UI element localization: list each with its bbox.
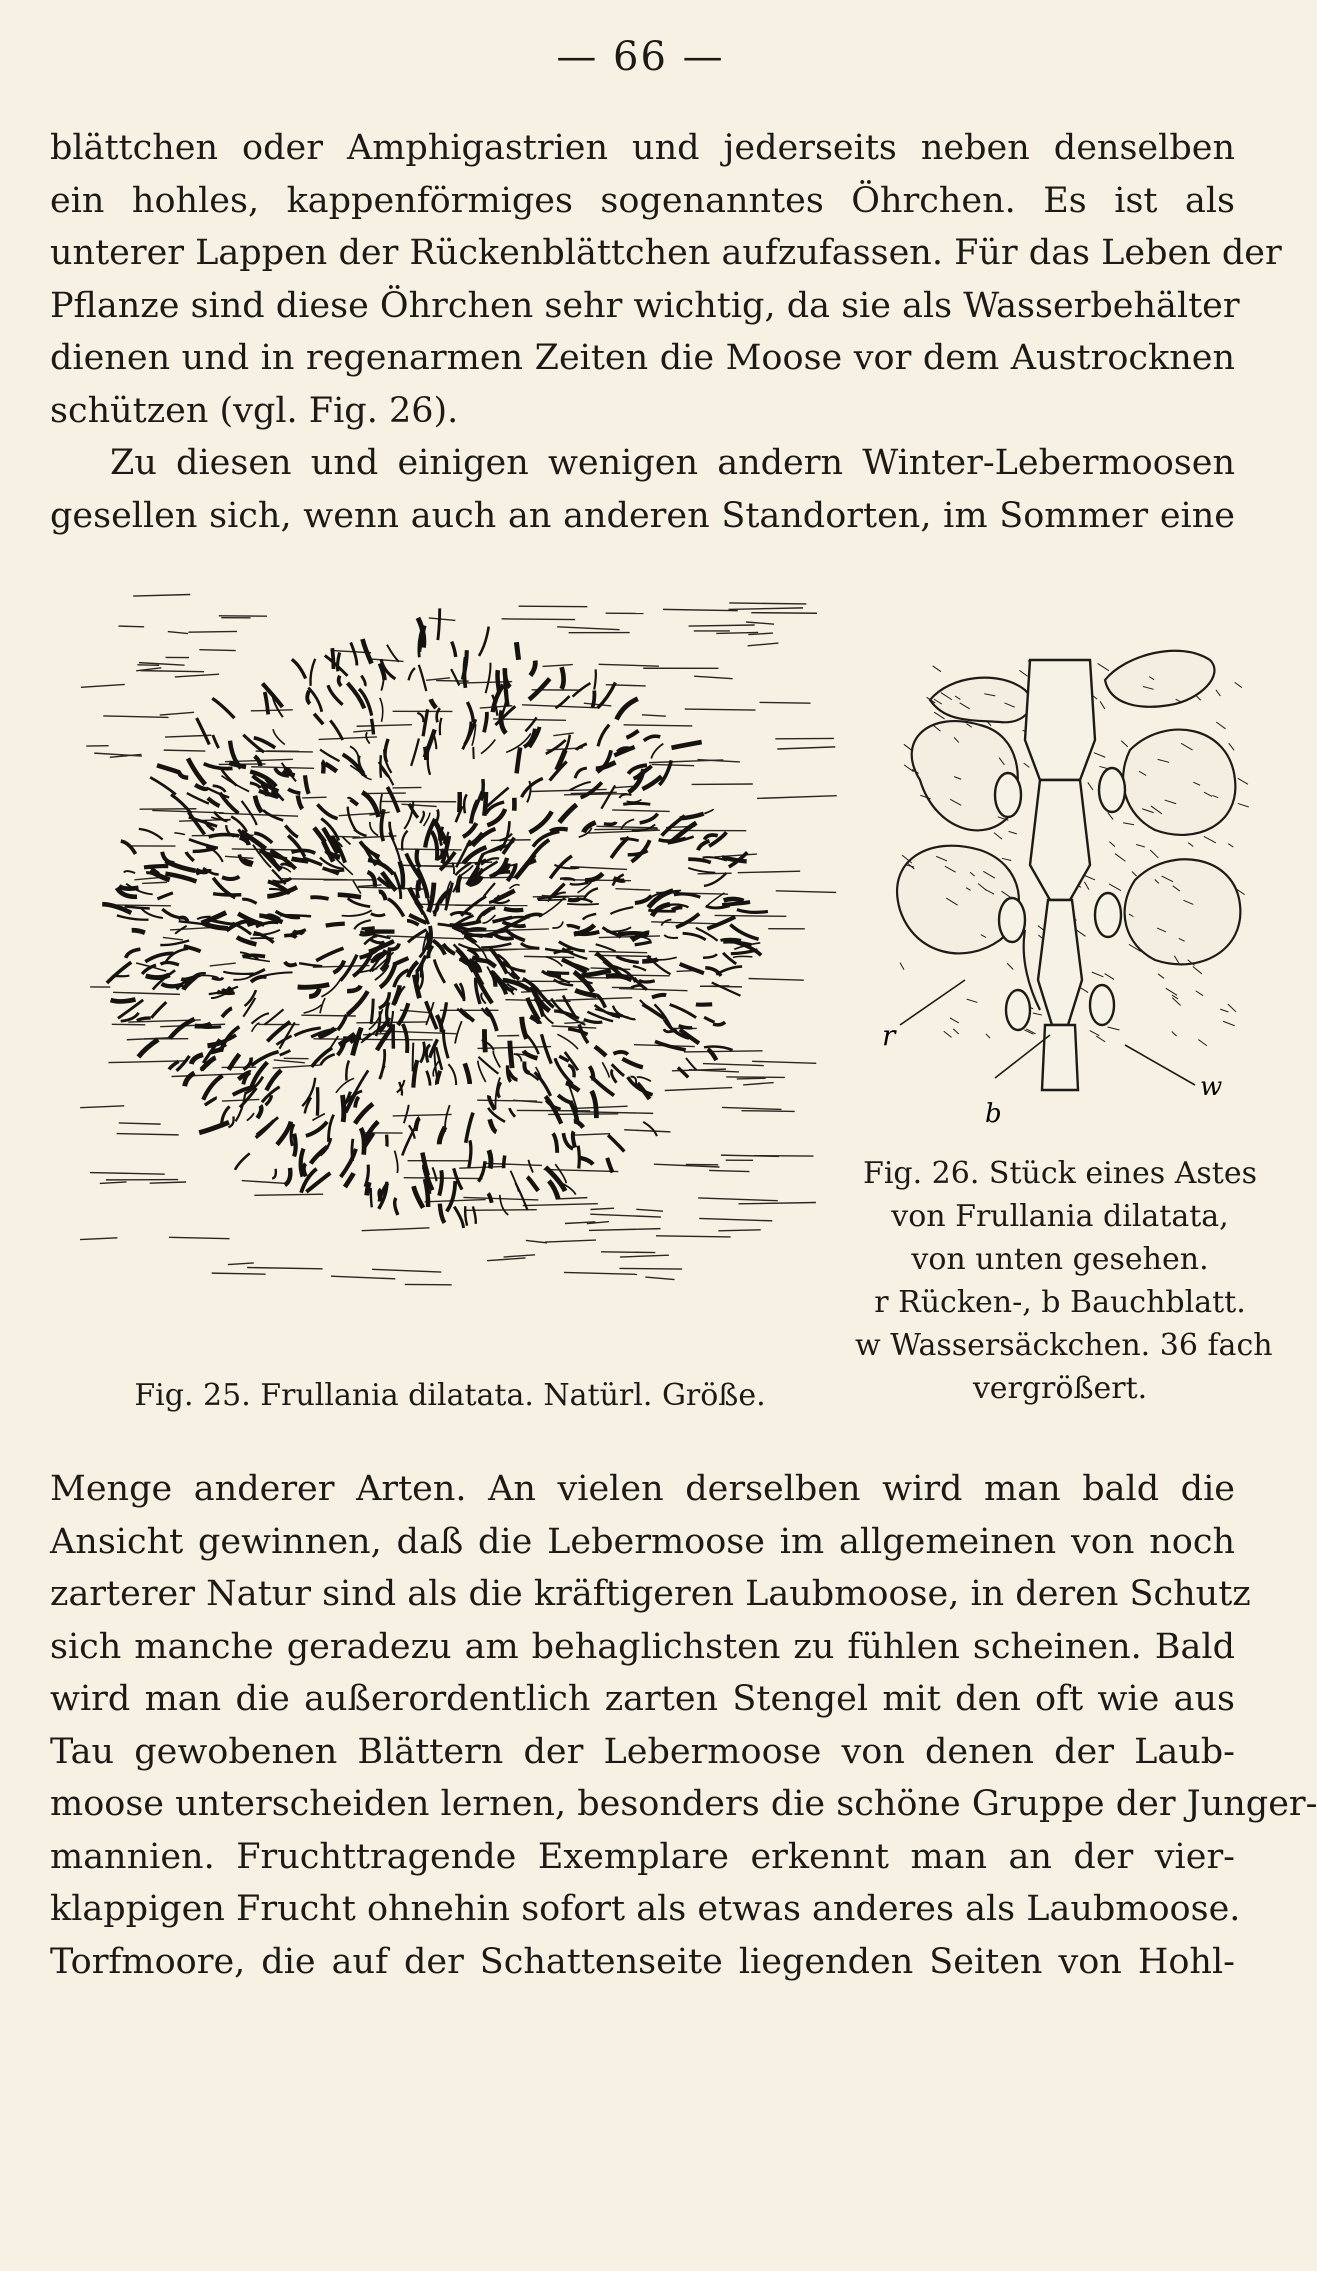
caption-line: vergrößert. <box>972 1371 1148 1406</box>
text-line: dienen und in regenarmen Zeiten die Moose vor dem Austrocknen <box>50 338 1235 378</box>
text-line: blättchen oder Amphigastrien und jederseits neben denselben <box>50 128 1235 168</box>
frullania-branch-illustration <box>882 630 1250 1129</box>
caption-line: von unten gesehen. <box>911 1242 1209 1277</box>
label-w: w <box>1200 1072 1223 1102</box>
text-line: schützen (vgl. Fig. 26). <box>50 390 459 431</box>
figure-26-caption <box>855 1152 1273 1410</box>
text-line: Menge anderer Arten. An vielen derselben wird man bald die <box>50 1469 1235 1509</box>
text-line: klappigen Frucht ohnehin sofort als etwas anderes als Laubmoose. <box>50 1889 1241 1929</box>
text-line: gesellen sich, wenn auch an anderen Standorten, im Sommer eine <box>50 495 1235 536</box>
caption-line: von Frullania dilatata, <box>891 1199 1229 1234</box>
paragraph-1 <box>50 122 1282 437</box>
text-line: Ansicht gewinnen, daß die Lebermoose im allgemeinen von noch <box>50 1521 1235 1562</box>
text-line: Pflanze sind diese Öhrchen sehr wichtig, da sie als Wasserbehälter <box>50 285 1240 326</box>
caption-line: w Wassersäckchen. 36 fach <box>855 1328 1273 1363</box>
caption-line: Fig. 26. Stück eines Astes <box>863 1156 1257 1191</box>
text-line: Zu diesen und einigen wenigen andern Winter-Lebermoosen <box>110 443 1235 483</box>
text-line: ein hohles, kappenförmiges sogenanntes Öhrchen. Es ist als <box>50 180 1235 221</box>
figure-25-caption: Fig. 25. Frullania dilatata. Natürl. Größe. <box>134 1378 766 1413</box>
paragraph-3 <box>50 1463 1317 1988</box>
text-line: unterer Lappen der Rückenblättchen aufzufassen. Für das Leben der <box>50 233 1282 273</box>
text-line: moose unterscheiden lernen, besonders die schöne Gruppe der Junger- <box>50 1784 1317 1824</box>
caption-line: r Rücken-, b Bauchblatt. <box>874 1285 1246 1320</box>
page-number: — 66 — <box>556 34 725 80</box>
label-b: b <box>985 1099 1002 1129</box>
text-line: sich manche geradezu am behaglichsten zu fühlen scheinen. Bald <box>50 1626 1235 1667</box>
text-line: Tau gewobenen Blättern der Lebermoose von denen der Laub- <box>50 1731 1235 1772</box>
text-line: mannien. Fruchttragende Exemplare erkennt man an der vier- <box>50 1836 1235 1877</box>
text-line: zarterer Natur sind als die kräftigeren Laubmoose, in deren Schutz <box>50 1574 1251 1614</box>
frullania-cushion-illustration <box>70 585 810 1325</box>
text-line: Torfmoore, die auf der Schattenseite liegenden Seiten von Hohl- <box>50 1941 1235 1982</box>
paragraph-2 <box>50 437 1235 542</box>
label-r: r <box>882 1019 896 1052</box>
text-line: wird man die außerordentlich zarten Stengel mit den oft wie aus <box>50 1679 1235 1719</box>
